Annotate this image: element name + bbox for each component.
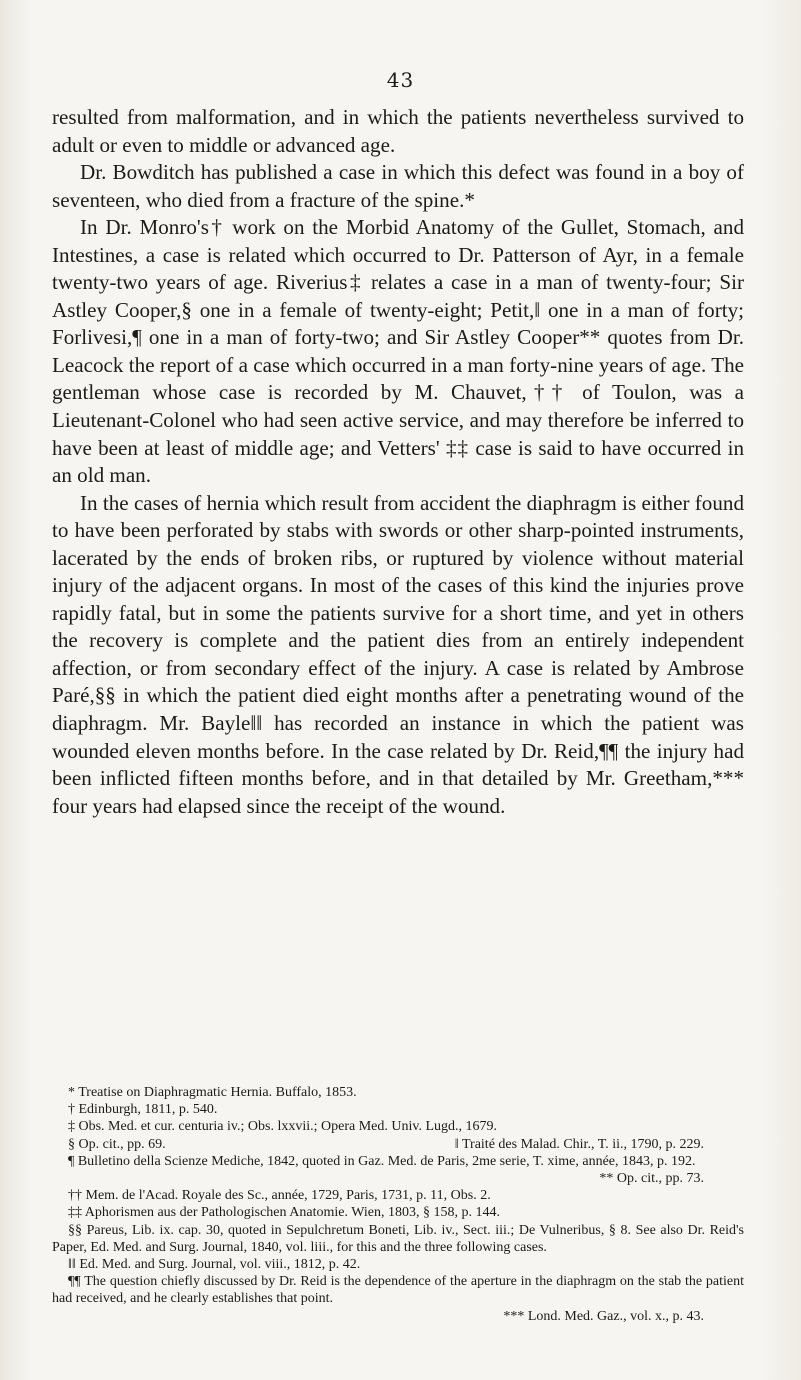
body-text bbox=[52, 104, 744, 820]
paragraph-1: resulted from malformation, and in which the patients nevertheless survived to adult or even to middle or advanced age. bbox=[52, 105, 744, 157]
paragraph-4: In the cases of hernia which result from accident the diaphragm is either found to have been perforated by stabs with swords or other sharp-pointed instruments, lacerated by the ends of broken ribs, or ruptured by violence without material injury of the adjacent organs. In most of the cases of this kind the injuries prove rapidly fatal, but in some the patients survive for a short time, and yet in others the recovery is complete and the patient dies from an entirely independent affection, or from secondary effect of the injury. A case is related by Ambrose Paré,§§ in which the patient died eight months after a penetrating wound of the diaphragm. Mr. Bayle‖‖ has recorded an instance in which the patient was wounded eleven months before. In the case related by Dr. Reid,¶¶ the injury had been inflicted fifteen months before, and in that detailed by Mr. Greetham,*** four years had elapsed since the receipt of the wound. bbox=[52, 490, 744, 818]
footnote-9: ‖‖ Ed. Med. and Surg. Journal, vol. viii., 1812, p. 42. bbox=[68, 1257, 361, 1273]
footnote-10b: *** Lond. Med. Gaz., vol. x., p. 43. bbox=[503, 1308, 704, 1324]
footnote-8: §§ Pareus, Lib. ix. cap. 30, quoted in Sepulchretum Boneti, Lib. iv., Sect. iii.; De Vulneribus, § 8. See also Dr. Reid's Paper, Ed. Med. and Surg. Journal, 1840, vol. liii., for this and the three following cases. bbox=[52, 1222, 744, 1255]
footnote-row-4 bbox=[52, 1136, 744, 1153]
footnote-10: ¶¶ The question chiefly discussed by Dr. Reid is the dependence of the aperture in the diaphragm on the stab the patient had received, and he clearly establishes that point. bbox=[52, 1274, 744, 1307]
footnote-4a: § Op. cit., pp. 69. bbox=[68, 1136, 166, 1152]
footnote-row-10b bbox=[52, 1308, 744, 1325]
footnote-4b: ‖ Traité des Malad. Chir., T. ii., 1790, p. 229. bbox=[454, 1136, 704, 1152]
footnote-2: † Edinburgh, 1811, p. 540. bbox=[68, 1102, 218, 1118]
footnote-3: ‡ Obs. Med. et cur. centuria iv.; Obs. lxxvii.; Opera Med. Univ. Lugd., 1679. bbox=[68, 1119, 498, 1135]
paragraph-3: In Dr. Monro's† work on the Morbid Anatomy of the Gullet, Stomach, and Intestines, a case is related which occurred to Dr. Patterson of Ayr, in a female twenty-two years of age. Riverius‡ relates a case in a man of twenty-four; Sir Astley Cooper,§ one in a female of twenty-eight; Petit,‖ one in a man of forty; Forlivesi,¶ one in a man of forty-two; and Sir Astley Cooper** quotes from Dr. Leacock the report of a case which occurred in a man forty-nine years of age. The gentleman whose case is recorded by M. Chauvet,†† of Toulon, was a Lieutenant-Colonel who had seen active service, and may therefore be inferred to have been at least of middle age; and Vetters' ‡‡ case is said to have occurred in an old man. bbox=[52, 215, 744, 488]
footnote-5b: ** Op. cit., pp. 73. bbox=[599, 1171, 704, 1187]
footnotes bbox=[52, 1084, 744, 1325]
page-number: 43 bbox=[386, 68, 415, 92]
paragraph-2: Dr. Bowditch has published a case in which this defect was found in a boy of seventeen, who died from a fracture of the spine.* bbox=[52, 160, 744, 212]
footnote-1: * Treatise on Diaphragmatic Hernia. Buffalo, 1853. bbox=[68, 1085, 357, 1100]
footnote-5: ¶ Bulletino della Scienze Mediche, 1842, quoted in Gaz. Med. de Paris, 2me serie, T. xime, année, 1843, p. 192. bbox=[68, 1153, 696, 1169]
footnote-row-5b bbox=[52, 1170, 744, 1187]
footnote-6: †† Mem. de l'Acad. Royale des Sc., année, 1729, Paris, 1731, p. 11, Obs. 2. bbox=[68, 1188, 491, 1204]
footnote-7: ‡‡ Aphorismen aus der Pathologischen Anatomie. Wien, 1803, § 158, p. 144. bbox=[68, 1205, 500, 1221]
